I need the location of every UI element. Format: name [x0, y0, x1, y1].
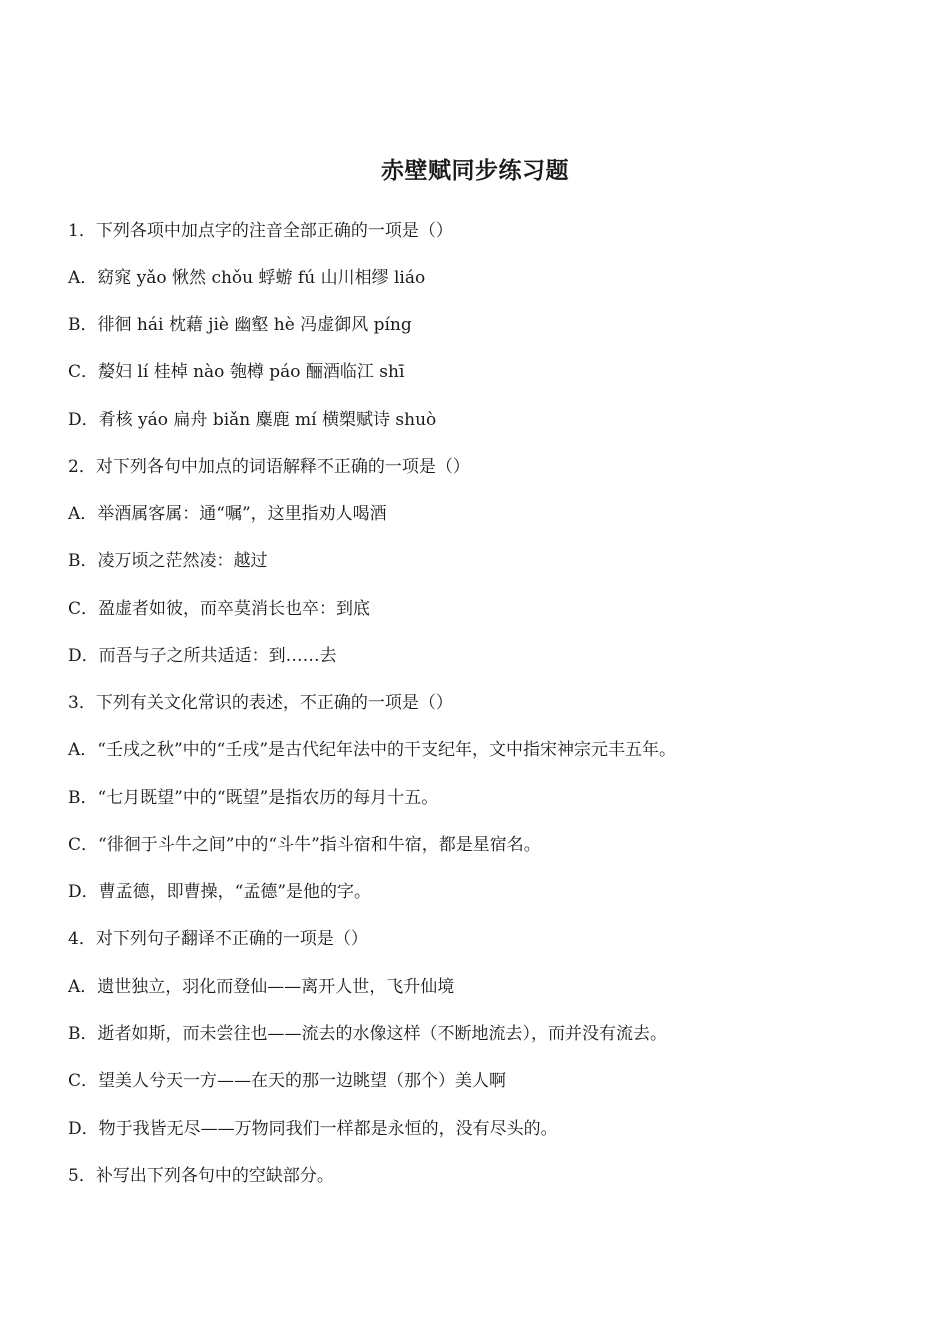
q5-stem: 5．补写出下列各句中的空缺部分。 [68, 1166, 334, 1186]
q3-option-c: C．“徘徊于斗牛之间”中的“斗牛”指斗宿和牛宿，都是星宿名。 [68, 835, 541, 855]
q4-option-a: A．遗世独立，羽化而登仙——离开人世，飞升仙境 [68, 977, 455, 997]
q2-option-d: D．而吾与子之所共适适：到……去 [68, 646, 337, 666]
q1-option-c: C．嫠妇 lí 桂棹 nào 匏樽 páo 酾酒临江 shī [68, 362, 405, 382]
q2-stem: 2．对下列各句中加点的词语解释不正确的一项是（） [68, 457, 470, 477]
q4-option-b: B．逝者如斯，而未尝往也——流去的水像这样（不断地流去），而并没有流去。 [68, 1024, 667, 1044]
q3-option-b: B．“七月既望”中的“既望”是指农历的每月十五。 [68, 788, 439, 808]
q4-option-c: C．望美人兮天一方——在天的那一边眺望（那个）美人啊 [68, 1071, 507, 1091]
q3-stem: 3．下列有关文化常识的表述，不正确的一项是（） [68, 693, 453, 713]
q1-option-d: D．肴核 yáo 扁舟 biǎn 麋鹿 mí 横槊赋诗 shuò [68, 410, 437, 430]
q1-stem: 1．下列各项中加点字的注音全部正确的一项是（） [68, 221, 453, 241]
q1-option-b: B．徘徊 hái 枕藉 jiè 幽壑 hè 冯虚御风 píng [68, 315, 412, 335]
document-title: 赤壁赋同步练习题 [381, 158, 569, 184]
q3-option-d: D．曹孟德，即曹操，“孟德”是他的字。 [68, 882, 372, 902]
q1-option-a: A．窈窕 yǎo 愀然 chǒu 蜉蝣 fú 山川相缪 liáo [68, 268, 426, 288]
q4-option-d: D．物于我皆无尽——万物同我们一样都是永恒的，没有尽头的。 [68, 1119, 558, 1139]
q3-option-a: A．“壬戌之秋”中的“壬戌”是古代纪年法中的干支纪年，文中指宋神宗元丰五年。 [68, 740, 677, 760]
q2-option-b: B．凌万顷之茫然凌：越过 [68, 551, 268, 571]
q2-option-a: A．举酒属客属：通“嘱”，这里指劝人喝酒 [68, 504, 387, 524]
q2-option-c: C．盈虚者如彼，而卒莫消长也卒：到底 [68, 599, 371, 619]
q4-stem: 4．对下列句子翻译不正确的一项是（） [68, 929, 368, 949]
